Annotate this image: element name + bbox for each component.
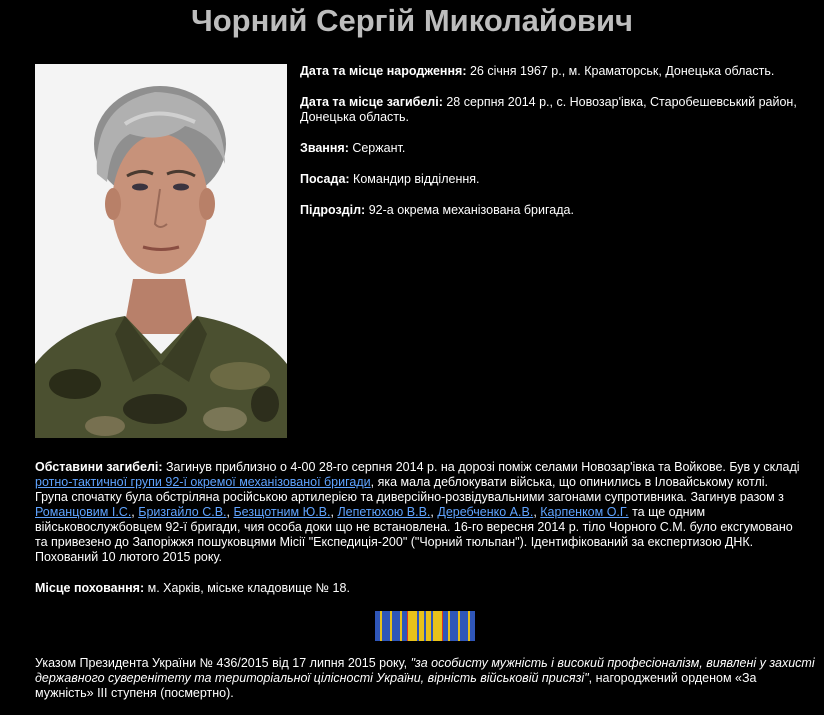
- burial-place: [35, 581, 800, 596]
- circumstances-text: , яка мала деблокувати війська, що опинились в Іловайському котлі. Група спочатку була обстріляна російською артилерією та диверсійно-розвідувальними загонами супротивника. Загинув разом з: [35, 475, 784, 504]
- fact-value: 26 січня 1967 р., м. Краматорськ, Донецька область.: [466, 64, 775, 78]
- separator: ,: [330, 505, 338, 519]
- fact-label: Підрозділ:: [300, 203, 366, 217]
- separator: ,: [226, 505, 234, 519]
- decree-quote: "за особисту мужність і високий професіоналізм, виявлені у захисті державного суверенітету та територіальної цілісності України, вірність військовій присязі": [35, 656, 815, 685]
- fact-value: Сержант.: [348, 141, 406, 155]
- facts-list: [300, 64, 810, 234]
- fact-unit: [300, 203, 810, 218]
- fact-value: 92-а окрема механізована бригада.: [365, 203, 574, 217]
- fact-death: [300, 95, 810, 125]
- fact-position: [300, 172, 810, 187]
- circumstances-paragraph: [35, 460, 800, 565]
- separator: ,: [131, 505, 139, 519]
- brigade-group-link[interactable]: ротно-тактичної групи 92-ї окремої механізованої бригади: [35, 475, 371, 489]
- burial-value: м. Харків, міське кладовище № 18.: [144, 581, 350, 595]
- portrait-photo: [35, 64, 287, 438]
- comrade-link[interactable]: Деребченко А.В.: [437, 505, 534, 519]
- fact-birth: [300, 64, 810, 79]
- comrade-link[interactable]: Безщотним Ю.В.: [233, 505, 331, 519]
- fact-label: Дата та місце загибелі:: [300, 95, 443, 109]
- fact-label: Дата та місце народження:: [300, 64, 467, 78]
- decree-text: Указом Президента України № 436/2015 від 17 липня 2015 року,: [35, 656, 411, 670]
- fact-rank: [300, 141, 810, 156]
- award-decree: [35, 656, 815, 701]
- circumstances-label: Обставини загибелі:: [35, 460, 163, 474]
- fact-label: Звання:: [300, 141, 349, 155]
- circumstances-text: Загинув приблизно о 4-00 28-го серпня 2014 р. на дорозі поміж селами Новозар'івка та Войкове. Був у складі: [162, 460, 800, 474]
- comrade-link[interactable]: Карпенком О.Г.: [540, 505, 629, 519]
- separator: ,: [430, 505, 438, 519]
- fact-value: Командир відділення.: [349, 172, 480, 186]
- comrade-link[interactable]: Лепетюхою В.В.: [337, 505, 431, 519]
- comrade-link[interactable]: Романцовим І.С.: [35, 505, 132, 519]
- fact-label: Посада:: [300, 172, 350, 186]
- medal-ribbon-icon: [375, 611, 475, 641]
- comrade-link[interactable]: Бризгайло С.В.: [138, 505, 227, 519]
- decree-text: , нагороджений орденом «За мужність» ІІІ ступеня (посмертно).: [35, 671, 757, 700]
- separator: ,: [533, 505, 541, 519]
- page-title: Чорний Сергій Миколайович: [190, 3, 634, 38]
- fact-value: 28 серпня 2014 р., с. Новозар'івка, Старобешевський район, Донецька область.: [300, 95, 797, 124]
- circumstances-text: та ще одним військовослужбовцем 92-ї бригади, чия особа доки що не встановлена. 16-го вересня 2014 р. тіло Чорного С.М. було ексгумовано та привезено до Запоріжжя пошуковцями Місії "Експедиція-200" ("Чорний тюльпан"). Ідентифікований за експертизою ДНК. Похований 10 лютого 2015 року.: [35, 505, 793, 564]
- burial-label: Місце поховання:: [35, 581, 145, 595]
